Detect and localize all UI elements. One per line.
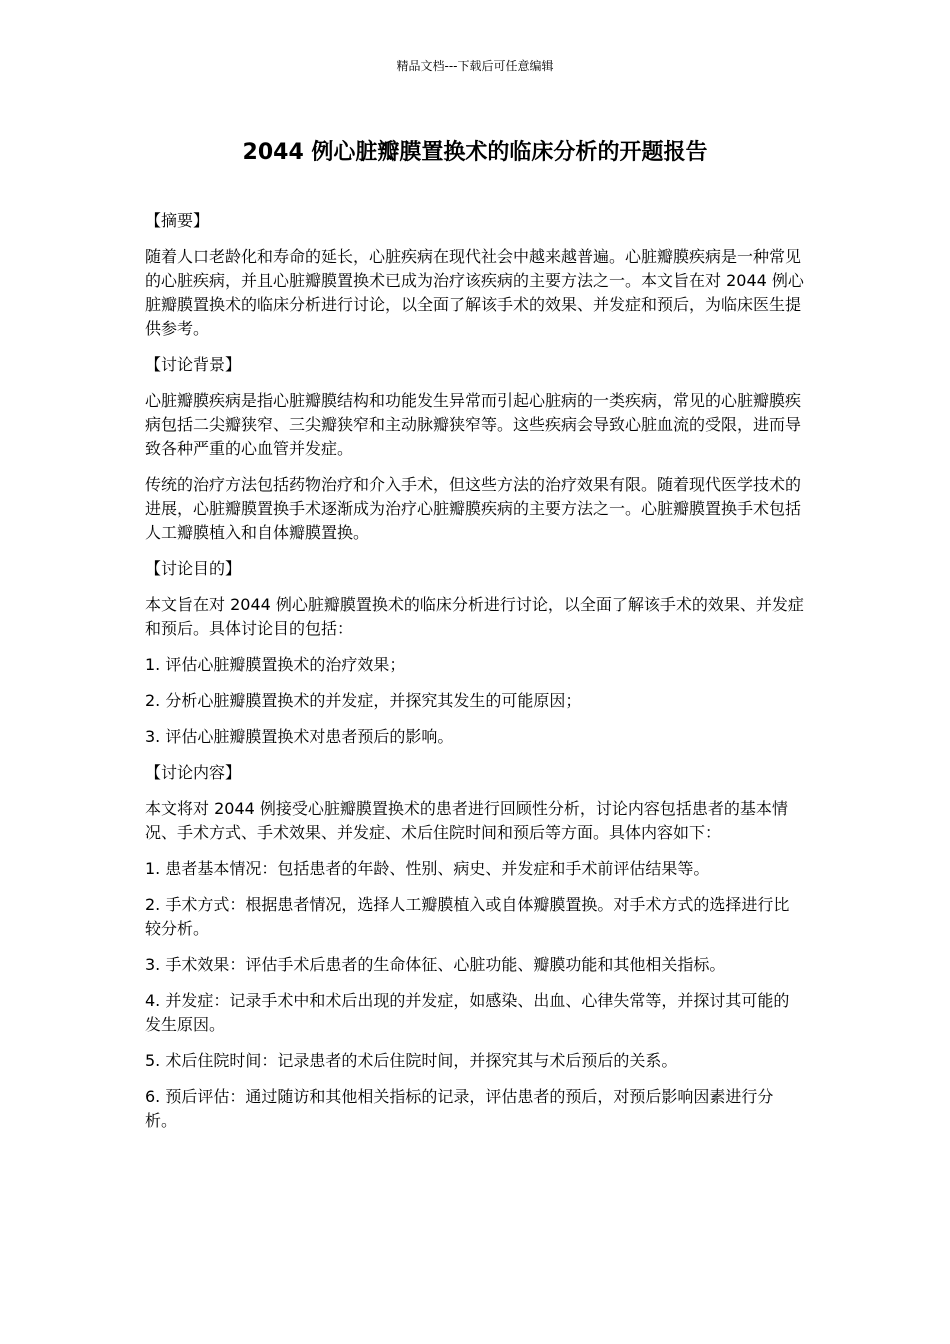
background-paragraph-1: 心脏瓣膜疾病是指心脏瓣膜结构和功能发生异常而引起心脏病的一类疾病，常见的心脏瓣膜疾病包括二尖瓣狭窄、三尖瓣狭窄和主动脉瓣狭窄等。这些疾病会导致心脏血流的受限，进而导致各种严重的心血管并发症。 <box>145 391 802 458</box>
content-list-item: 1. 患者基本情况：包括患者的年龄、性别、病史、并发症和手术前评估结果等。 <box>145 859 710 878</box>
background-paragraph-2: 传统的治疗方法包括药物治疗和介入手术，但这些方法的治疗效果有限。随着现代医学技术的进展，心脏瓣膜置换手术逐渐成为治疗心脏瓣膜疾病的主要方法之一。心脏瓣膜置换手术包括人工瓣膜植入和自体瓣膜置换。 <box>145 475 802 542</box>
content-list-item: 4. 并发症：记录手术中和术后出现的并发症，如感染、出血、心律失常等，并探讨其可能的发生原因。 <box>145 991 790 1034</box>
purpose-list-item: 3. 评估心脏瓣膜置换术对患者预后的影响。 <box>145 727 454 746</box>
section-heading-background: 【讨论背景】 <box>145 355 242 374</box>
abstract-paragraph: 随着人口老龄化和寿命的延长，心脏疾病在现代社会中越来越普遍。心脏瓣膜疾病是一种常见的心脏疾病，并且心脏瓣膜置换术已成为治疗该疾病的主要方法之一。本文旨在对 2044 例心脏瓣膜置换术的临床分析进行讨论，以全面了解该手术的效果、并发症和预后，为临床医生提供参考。 <box>145 247 804 338</box>
section-heading-content: 【讨论内容】 <box>145 763 242 782</box>
content-paragraph: 本文将对 2044 例接受心脏瓣膜置换术的患者进行回顾性分析，讨论内容包括患者的基本情况、手术方式、手术效果、并发症、术后住院时间和预后等方面。具体内容如下： <box>145 799 788 842</box>
purpose-list-item: 1. 评估心脏瓣膜置换术的治疗效果； <box>145 655 406 674</box>
header-note: 精品文档---下载后可任意编辑 <box>396 59 554 73</box>
content-list-item: 3. 手术效果：评估手术后患者的生命体征、心脏功能、瓣膜功能和其他相关指标。 <box>145 955 726 974</box>
purpose-paragraph: 本文旨在对 2044 例心脏瓣膜置换术的临床分析进行讨论，以全面了解该手术的效果、并发症和预后。具体讨论目的包括： <box>145 595 804 638</box>
section-heading-abstract: 【摘要】 <box>145 211 210 230</box>
document-body <box>145 209 805 1145</box>
purpose-list-item: 2. 分析心脏瓣膜置换术的并发症，并探究其发生的可能原因； <box>145 691 582 710</box>
content-list-item: 5. 术后住院时间：记录患者的术后住院时间，并探究其与术后预后的关系。 <box>145 1051 678 1070</box>
section-heading-purpose: 【讨论目的】 <box>145 559 242 578</box>
content-list-item: 6. 预后评估：通过随访和其他相关指标的记录，评估患者的预后，对预后影响因素进行分析。 <box>145 1087 774 1130</box>
content-list-item: 2. 手术方式：根据患者情况，选择人工瓣膜植入或自体瓣膜置换。对手术方式的选择进行比较分析。 <box>145 895 790 938</box>
document-title: 2044 例心脏瓣膜置换术的临床分析的开题报告 <box>242 140 708 165</box>
